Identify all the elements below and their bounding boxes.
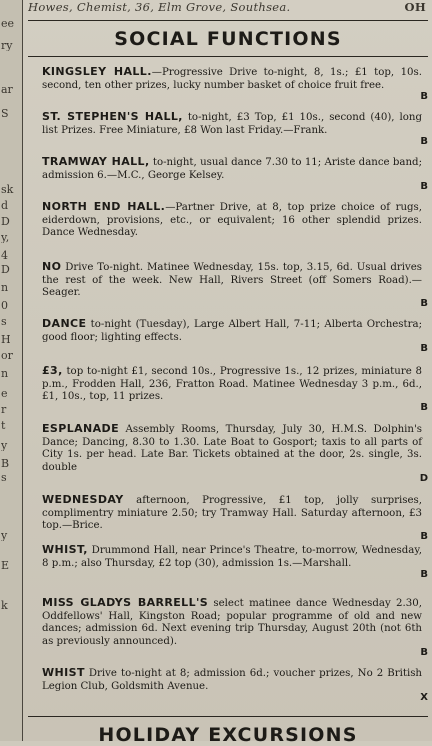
- ad-north-end-hall: [42, 201, 422, 240]
- ad-head: ST. STEPHEN'S HALL,: [42, 110, 183, 123]
- fragment-text: S: [1, 108, 9, 119]
- fragment-text: 4: [1, 250, 8, 261]
- ad-head: WHIST,: [42, 543, 88, 556]
- fragment-text: s: [1, 316, 7, 327]
- ad-esplanade: [42, 422, 428, 484]
- fragment-text: y: [1, 530, 8, 541]
- fragment-text: D: [1, 264, 10, 275]
- ad-body: Drummond Hall, near Prince's Theatre, to-morrow, Wednesday, 8 p.m.; also Thursday, £2 top (30), admission 1s.—Marshall.: [42, 545, 422, 569]
- fragment-text: ee: [1, 18, 15, 29]
- ad-code: B: [420, 531, 428, 543]
- social-functions-column: [28, 0, 428, 746]
- ad-head: ESPLANADE: [42, 422, 119, 435]
- ad-head: MISS GLADYS BARRELL'S: [42, 596, 209, 609]
- ad-code: B: [420, 568, 428, 580]
- ad-head: WEDNESDAY: [42, 493, 124, 506]
- fragment-text: k: [1, 600, 8, 611]
- ad-albert-hall-dance: [42, 317, 428, 354]
- ad-kingsley-hall: [42, 65, 428, 102]
- fragment-text: r: [1, 404, 7, 415]
- ad-body: Drive To-night. Matinee Wednesday, 15s. top, 3.15, 6d. Usual drives the rest of the week. New Hall, Rivers Street (off Somers Road).—Seager.: [42, 262, 422, 299]
- ad-gladys-barrell: [42, 596, 428, 658]
- ad-body: —Partner Drive, at 8, top prize choice of rugs, eiderdown, provisions, etc., or equivalent; 16 other splendid prizes. Dance Wednesday.: [42, 202, 422, 239]
- ad-body: to-night (Tuesday), Large Albert Hall, 7-11; Alberta Orchestra; good floor; lighting effects.: [42, 319, 422, 343]
- ad-code: B: [420, 90, 428, 102]
- ad-head: NORTH END HALL.: [42, 200, 166, 213]
- ad-code: X: [420, 691, 428, 703]
- fragment-text: e: [1, 388, 8, 399]
- fragment-text: sk: [1, 184, 14, 195]
- ad-body: top to-night £1, second 10s., Progressive 1s., 12 prizes, miniature 8 p.m., Frodden Hall, 236, Fratton Road. Matinee Wednesday 3 p.m., 6d., £1, 10s., top, 11 prizes.: [42, 366, 422, 403]
- fragment-text: 0: [1, 300, 8, 311]
- heading-rule: [28, 56, 428, 57]
- ad-head: TRAMWAY HALL,: [42, 155, 150, 168]
- ad-code: B: [420, 135, 428, 147]
- previous-ad-text: Howes, Chemist, 36, Elm Grove, Southsea.: [28, 0, 291, 14]
- ad-head: £3,: [42, 364, 63, 377]
- section-heading: SOCIAL FUNCTIONS: [114, 28, 342, 50]
- ad-code: B: [420, 298, 428, 310]
- ad-body: to-night, usual dance 7.30 to 11; Ariste dance band; admission 6.—M.C., George Kelsey.: [42, 157, 422, 181]
- fragment-text: d: [1, 200, 9, 211]
- ad-head: KINGSLEY HALL.: [42, 65, 152, 78]
- ad-body: Drive to-night at 8; admission 6d.; voucher prizes, No 2 British Legion Club, Goldsmith Avenue.: [42, 668, 422, 692]
- fragment-text: y,: [1, 232, 10, 243]
- section-rule-top: [28, 20, 428, 21]
- ad-tramway-hall: [42, 155, 428, 192]
- ad-new-hall-no-drive: [42, 260, 428, 310]
- fragment-text: or: [1, 350, 13, 361]
- section-rule-bottom: [28, 716, 428, 717]
- ad-st-stephens-hall: [42, 110, 428, 147]
- ad-body: afternoon, Progressive, £1 top, jolly surprises, complimentry miniature 2.50; try Tramway Hall. Saturday afternoon, £3 top.—Brice.: [42, 495, 422, 532]
- fragment-text: H: [1, 334, 11, 345]
- fragment-text: n: [1, 282, 9, 293]
- fragment-text: ar: [1, 84, 13, 95]
- ad-code: B: [420, 342, 428, 354]
- ad-head: NO: [42, 260, 62, 273]
- ad-code: B: [420, 180, 428, 192]
- fragment-text: E: [1, 560, 10, 571]
- ad-head: DANCE: [42, 317, 87, 330]
- fragment-text: D: [1, 216, 10, 227]
- ad-body: Assembly Rooms, Thursday, July 30, H.M.S. Dolphin's Dance; Dancing, 8.30 to 1.30. Late Boat to Gosport; taxis to all parts of City 1s. per head. Late Bar. Tickets obtained at the door, 2s. single, 3s. double: [42, 424, 422, 473]
- ad-body: select matinee dance Wednesday 2.30, Oddfellows' Hall, Kingston Road; popular programme of old and new dances; admission 6d. Next evening trip Thursday, August 20th (not 6th as previously announced).: [42, 598, 422, 647]
- ad-body: —Progressive Drive to-night, 8, 1s.; £1 top, 10s. second, ten other prizes, lucky number basket of choice fruit free.: [42, 67, 422, 91]
- previous-ad-code: OH: [404, 0, 426, 14]
- fragment-text: s: [1, 472, 7, 483]
- fragment-text: n: [1, 368, 9, 379]
- ad-code: B: [420, 646, 428, 658]
- ad-code: D: [419, 472, 428, 484]
- adjacent-column-fragment: [0, 0, 23, 741]
- ad-head: WHIST: [42, 666, 85, 679]
- next-section-heading: HOLIDAY EXCURSIONS: [98, 724, 358, 746]
- fragment-text: t: [1, 420, 6, 431]
- ad-drummond-hall-whist: [42, 543, 428, 580]
- fragment-text: y: [1, 440, 8, 451]
- ad-wednesday-progressive: [42, 493, 428, 543]
- fragment-text: ry: [1, 40, 13, 51]
- ad-body: to-night, £3 Top, £1 10s., second (40), long list Prizes. Free Miniature, £8 Won last Friday.—Frank.: [42, 112, 422, 136]
- ad-british-legion-whist: [42, 666, 428, 703]
- previous-ad-tail: [28, 0, 428, 18]
- ad-code: B: [420, 402, 428, 414]
- ad-frodden-hall: [42, 364, 428, 414]
- fragment-text: B: [1, 458, 10, 469]
